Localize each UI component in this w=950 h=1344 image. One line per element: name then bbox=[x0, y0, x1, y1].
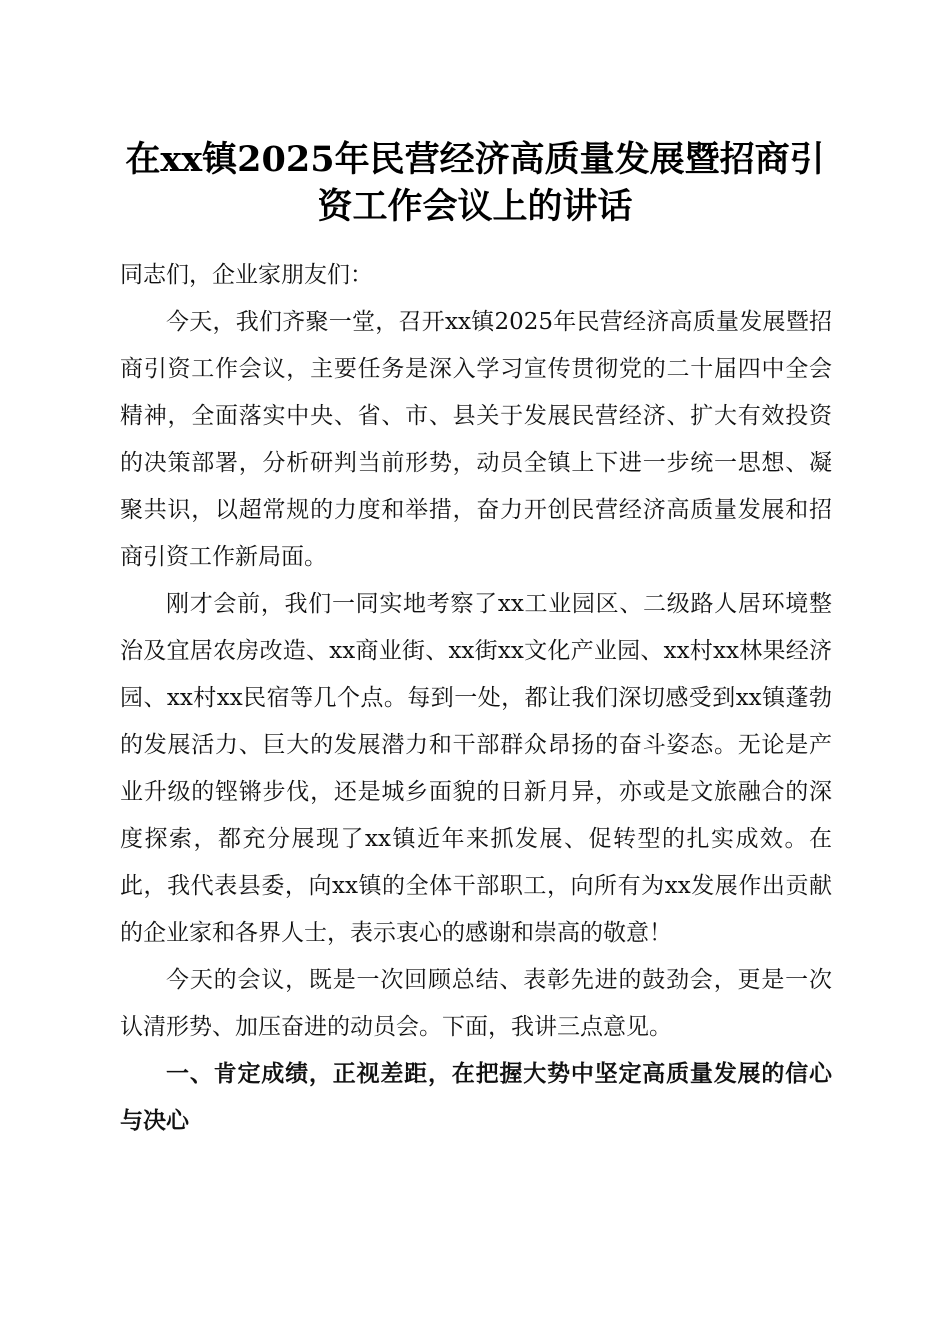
title-line-2: 资工作会议上的讲话 bbox=[317, 186, 633, 227]
section-heading-1: 一、肯定成绩，正视差距，在把握大势中坚定高质量发展的信心与决心 bbox=[120, 1061, 832, 1134]
document-title bbox=[0, 136, 950, 230]
paragraph-inspection: 刚才会前，我们一同实地考察了xx工业园区、二级路人居环境整治及宜居农房改造、xx商业街、xx街xx文化产业园、xx村xx林果经济园、xx村xx民宿等几个点。每到一处，都让我们深切感受到xx镇蓬勃的发展活力、巨大的发展潜力和干部群众昂扬的奋斗姿态。无论是产业升级的铿锵步伐，还是城乡面貌的日新月异，亦或是文旅融合的深度探索，都充分展现了xx镇近年来抓发展、促转型的扎实成效。在此，我代表县委，向xx镇的全体干部职工，向所有为xx发展作出贡献的企业家和各界人士，表示衷心的感谢和崇高的敬意！ bbox=[120, 591, 832, 946]
salutation: 同志们，企业家朋友们： bbox=[120, 262, 373, 288]
paragraph-meeting-purpose: 今天的会议，既是一次回顾总结、表彰先进的鼓劲会，更是一次认清形势、加压奋进的动员会。下面，我讲三点意见。 bbox=[120, 967, 832, 1040]
document-body bbox=[120, 252, 832, 1145]
paragraph-opening: 今天，我们齐聚一堂，召开xx镇2025年民营经济高质量发展暨招商引资工作会议，主要任务是深入学习宣传贯彻党的二十届四中全会精神，全面落实中央、省、市、县关于发展民营经济、扩大有效投资的决策部署，分析研判当前形势，动员全镇上下进一步统一思想、凝聚共识，以超常规的力度和举措，奋力开创民营经济高质量发展和招商引资工作新局面。 bbox=[120, 309, 832, 570]
title-line-1: 在xx镇2025年民营经济高质量发展暨招商引 bbox=[125, 139, 825, 180]
